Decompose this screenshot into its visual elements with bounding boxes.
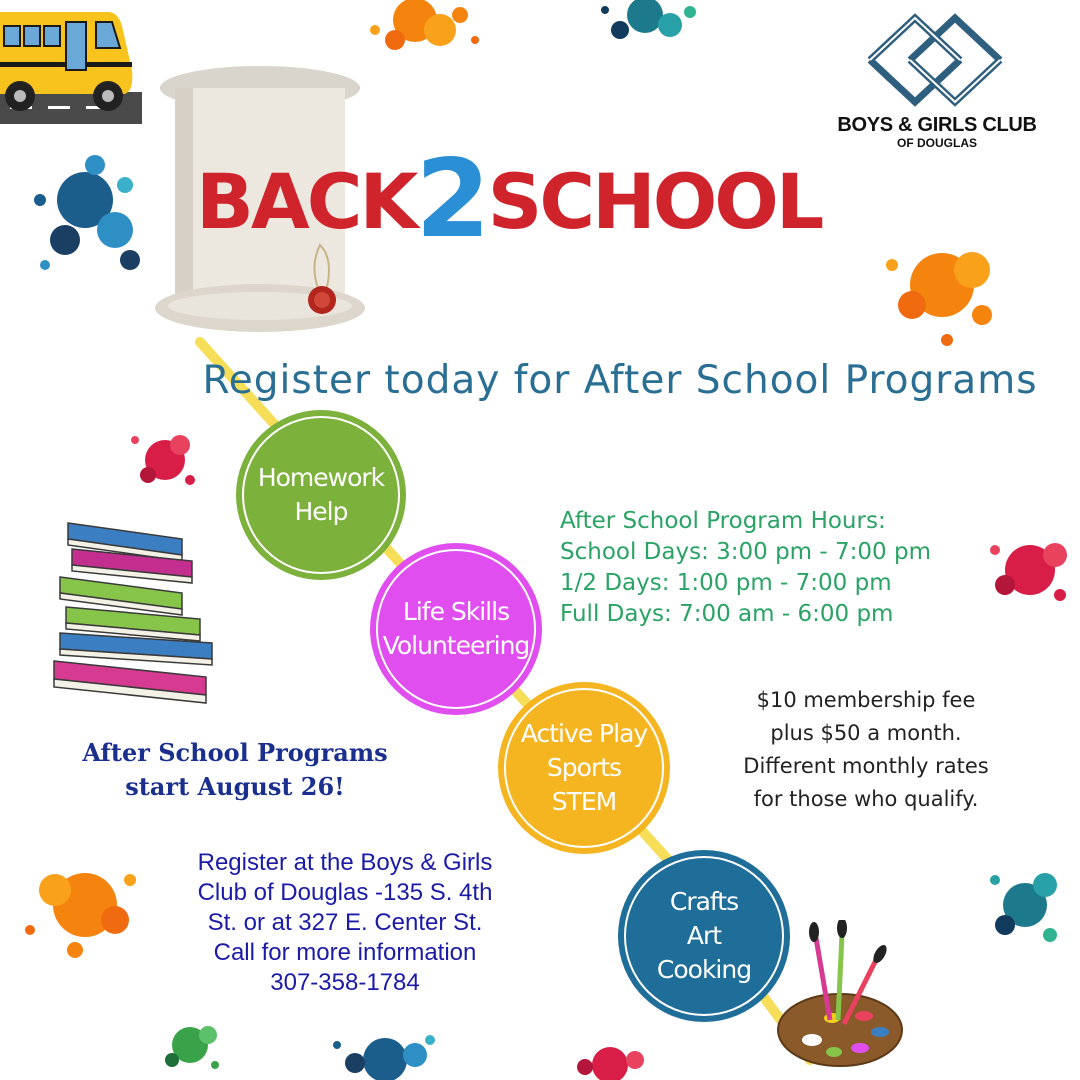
fee-line: Different monthly rates xyxy=(743,754,989,778)
program-hours xyxy=(560,506,931,630)
program-crafts-art xyxy=(618,850,790,1022)
fee-line: plus $50 a month. xyxy=(770,721,962,745)
org-name: BOYS & GIRLS CLUB xyxy=(837,114,1037,136)
program-label: Homework Help xyxy=(257,463,385,526)
fee-line: $10 membership fee xyxy=(756,688,976,712)
register-info xyxy=(120,848,570,998)
fee-line: for those who qualify. xyxy=(753,787,979,811)
program-label: Active Play Sports STEM xyxy=(520,719,648,816)
register-line: Register at the Boys & Girls xyxy=(197,849,493,876)
paint-palette-icon xyxy=(772,920,912,1070)
start-line2: start August 26! xyxy=(125,772,345,801)
title-school: SCHOOL xyxy=(487,157,822,246)
books-stack-icon xyxy=(50,515,220,715)
org-location: OF DOUGLAS xyxy=(897,136,977,150)
school-bus-icon xyxy=(0,0,142,124)
headline: Register today for After School Programs xyxy=(202,358,1038,403)
register-line: St. or at 327 E. Center St. xyxy=(207,909,483,936)
phone-number: 307-358-1784 xyxy=(270,969,420,996)
program-active-play xyxy=(498,682,670,854)
program-label: Life Skills Volunteering xyxy=(382,597,530,660)
membership-fee xyxy=(706,684,1026,816)
hours-title: After School Program Hours: xyxy=(560,508,886,534)
title-back: BACK xyxy=(196,157,416,246)
hours-line: School Days: 3:00 pm - 7:00 pm xyxy=(560,539,931,565)
hours-line: Full Days: 7:00 am - 6:00 pm xyxy=(560,601,894,627)
hours-line: 1/2 Days: 1:00 pm - 7:00 pm xyxy=(560,570,892,596)
program-start xyxy=(20,736,450,804)
register-line: Club of Douglas -135 S. 4th xyxy=(197,879,493,906)
program-homework-help xyxy=(236,410,406,580)
program-label: Crafts Art Cooking xyxy=(656,887,752,984)
program-life-skills xyxy=(370,543,542,715)
register-line: Call for more information xyxy=(213,939,477,966)
start-line1: After School Programs xyxy=(82,738,388,767)
boys-girls-club-logo xyxy=(860,10,1010,118)
title-two: 2 xyxy=(415,137,488,262)
back-to-school-title xyxy=(196,137,822,262)
